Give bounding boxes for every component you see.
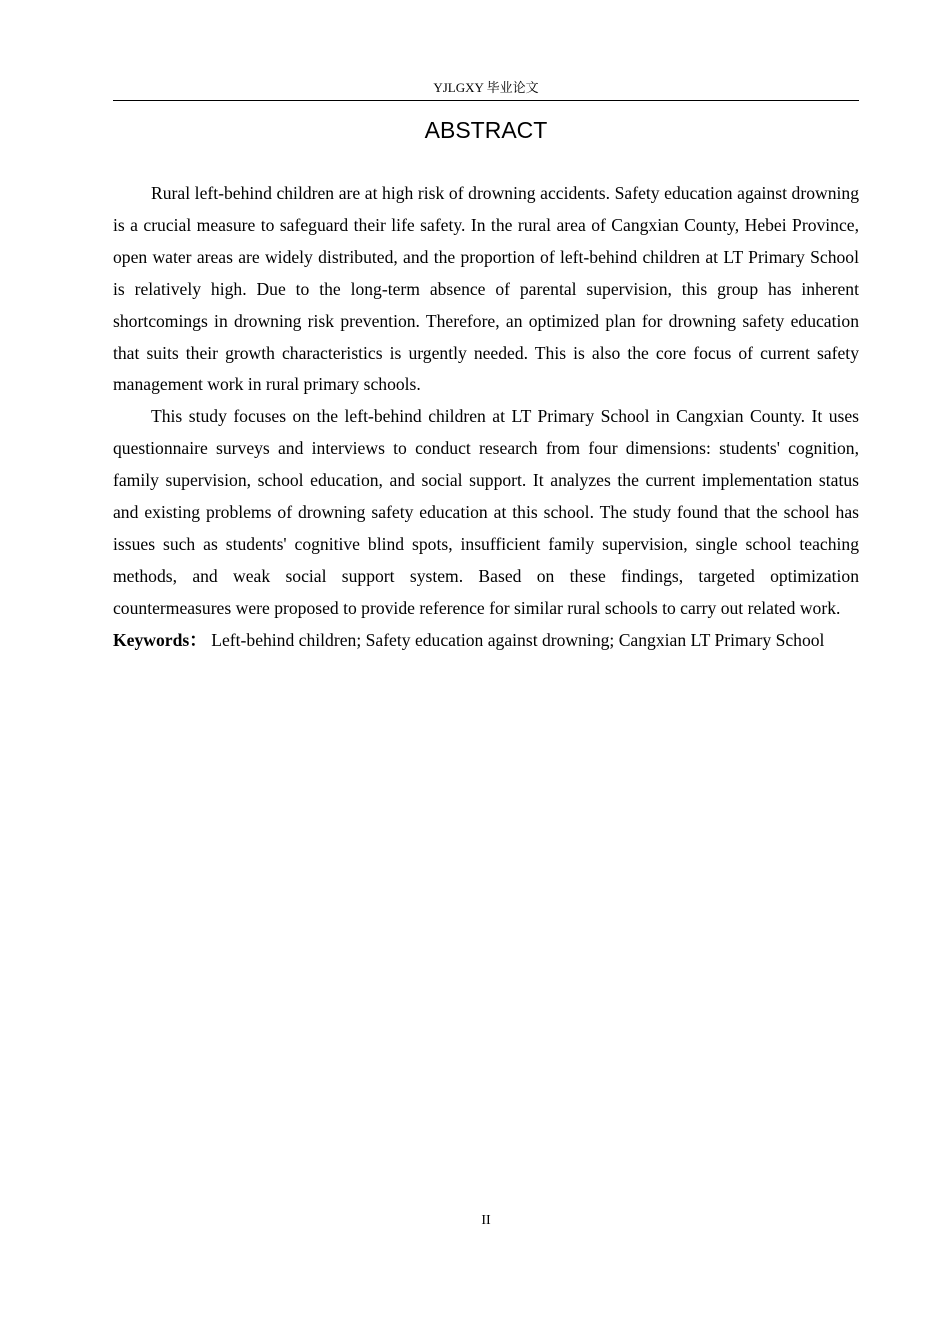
abstract-paragraph-1: Rural left-behind children are at high risk of drowning accidents. Safety education against drowning is a crucial measure to safeguard their life safety. In the rural area of Cangxian County, Hebei Province, open water areas are widely distributed, and the proportion of left-behind children at LT Primary School is relatively high. Due to the long-term absence of parental supervision, this group has inherent shortcomings in drowning risk prevention. Therefore, an optimized plan for drowning safety education that suits their growth characteristics is urgently needed. This is also the core focus of current safety management work in rural primary schools. <box>113 183 859 395</box>
abstract-body <box>113 178 859 657</box>
keywords-label: Keywords： <box>113 629 207 650</box>
page-number: II <box>481 1213 491 1228</box>
page-header: YJLGXY 毕业论文 <box>433 80 539 95</box>
keywords-line <box>113 625 859 657</box>
abstract-title: ABSTRACT <box>424 117 548 143</box>
keywords-text: Left-behind children; Safety education against drowning; Cangxian LT Primary School <box>211 629 825 650</box>
abstract-paragraph-2: This study focuses on the left-behind children at LT Primary School in Cangxian County. It uses questionnaire surveys and interviews to conduct research from four dimensions: students' cognition, family supervision, school education, and social support. It analyzes the current implementation status and existing problems of drowning safety education at this school. The study found that the school has issues such as students' cognitive blind spots, insufficient family supervision, single school teaching methods, and weak social support system. Based on these findings, targeted optimization countermeasures were proposed to provide reference for similar rural schools to carry out related work. <box>113 406 859 618</box>
header-rule <box>113 100 859 101</box>
